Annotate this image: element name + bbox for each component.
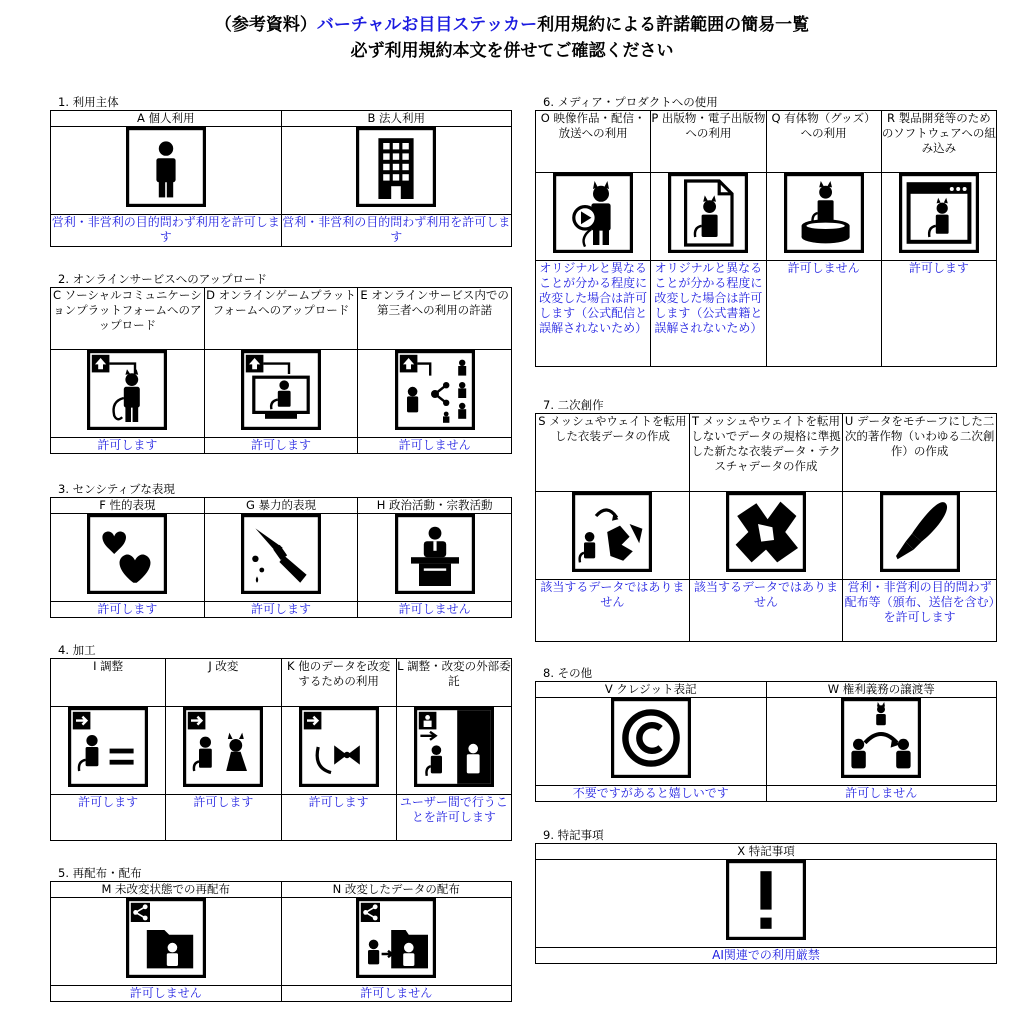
- upload-monitor-icon: [241, 350, 321, 430]
- upload-avatar-icon: [87, 350, 167, 430]
- section-processing: [50, 643, 512, 841]
- section-special-notes: [535, 828, 997, 964]
- section-title: 2. オンラインサービスへのアップロード: [58, 272, 267, 286]
- column-header: S メッシュやウェイトを転用した衣装データの作成: [536, 414, 690, 492]
- column-header: K 他のデータを改変するための利用: [281, 659, 396, 707]
- section-title: 8. その他: [543, 666, 593, 680]
- permission-text: 該当するデータではありません: [689, 580, 843, 642]
- column-header: A 個人利用: [51, 111, 282, 127]
- column-header: H 政治活動・宗教活動: [358, 498, 512, 514]
- copyright-icon: [611, 698, 691, 778]
- section-title: 7. 二次創作: [543, 398, 604, 412]
- section-online-upload: [50, 272, 512, 454]
- column-header: D オンラインゲームプラットフォームへのアップロード: [204, 288, 358, 350]
- permission-text: 許可します: [204, 602, 358, 618]
- permission-table: [50, 881, 512, 1002]
- permission-table: [535, 110, 997, 367]
- column-header: X 特記事項: [536, 844, 997, 860]
- section-derivative-works: [535, 398, 997, 642]
- use-for-other-data-icon: [299, 707, 379, 787]
- permission-text: 不要ですがあると嬉しいです: [536, 786, 767, 802]
- software-window-icon: [899, 173, 979, 253]
- share-third-party-icon: [395, 350, 475, 430]
- column-header: U データをモチーフにした二次的著作物（いわゆる二次創作）の作成: [843, 414, 997, 492]
- section-title: 3. センシティブな表現: [58, 482, 175, 496]
- column-header: G 暴力的表現: [204, 498, 358, 514]
- column-header: I 調整: [51, 659, 166, 707]
- permission-text: 許可します: [204, 438, 358, 454]
- rights-transfer-icon: [841, 698, 921, 778]
- column-header: E オンラインサービス内での第三者への利用の許諾: [358, 288, 512, 350]
- video-play-icon: [553, 173, 633, 253]
- share-folder-icon: [126, 898, 206, 978]
- column-header: C ソーシャルコミュニケーションプラットフォームへのアップロード: [51, 288, 205, 350]
- permission-text: 該当するデータではありません: [536, 580, 690, 642]
- column-header: N 改変したデータの配布: [281, 882, 512, 898]
- section-others: [535, 666, 997, 802]
- publication-icon: [668, 173, 748, 253]
- figure-goods-icon: [784, 173, 864, 253]
- column-header: B 法人利用: [281, 111, 512, 127]
- share-modified-icon: [356, 898, 436, 978]
- modify-icon: [183, 707, 263, 787]
- section-title: 4. 加工: [58, 643, 96, 657]
- permission-table: [535, 413, 997, 642]
- column-header: R 製品開発等のためのソフトウェアへの組み込み: [881, 111, 996, 173]
- permission-text: 営利・非営利の目的問わず利用を許可します: [51, 215, 282, 247]
- speaker-podium-icon: [395, 514, 475, 594]
- permission-text: 営利・非営利の目的問わず利用を許可します: [281, 215, 512, 247]
- pen-nib-icon: [880, 492, 960, 572]
- permission-text: ユーザー間で行うことを許可します: [396, 795, 511, 841]
- column-header: V クレジット表記: [536, 682, 767, 698]
- permission-table: [50, 658, 512, 841]
- section-redistribution: [50, 866, 512, 1002]
- column-header: M 未改変状態での再配布: [51, 882, 282, 898]
- section-title: 5. 再配布・配布: [58, 866, 142, 880]
- column-header: F 性的表現: [51, 498, 205, 514]
- permission-text: オリジナルと異なることが分かる程度に改変した場合は許可します（公式配信と誤解されないため）: [536, 261, 651, 367]
- mesh-transfer-icon: [572, 492, 652, 572]
- permission-text: 営利・非営利の目的問わず配布等（頒布、送信を含む）を許可します: [843, 580, 997, 642]
- title-product-name: バーチャルお目目ステッカー: [316, 15, 538, 35]
- permission-table: [50, 287, 512, 454]
- permission-text: 許可しません: [358, 602, 512, 618]
- section-usage-subject: [50, 95, 512, 247]
- office-building-icon: [356, 127, 436, 207]
- adjust-equal-icon: [68, 707, 148, 787]
- permission-text: 許可しません: [358, 438, 512, 454]
- section-media-products: [535, 95, 997, 367]
- column-header: J 改変: [166, 659, 281, 707]
- column-header: P 出版物・電子出版物への利用: [651, 111, 766, 173]
- permission-table: [50, 110, 512, 247]
- permission-text: 許可します: [281, 795, 396, 841]
- permission-text: 許可します: [51, 602, 205, 618]
- column-header: Q 有体物（グッズ）への利用: [766, 111, 881, 173]
- column-header: O 映像作品・配信・放送への利用: [536, 111, 651, 173]
- permission-table: [535, 843, 997, 964]
- exclamation-icon: [726, 860, 806, 940]
- permission-text: 許可しません: [51, 986, 282, 1002]
- new-costume-icon: [726, 492, 806, 572]
- permission-text: AI関連での利用厳禁: [536, 948, 997, 964]
- permission-table: [50, 497, 512, 618]
- page-subtitle: 必ず利用規約本文を併せてご確認ください: [350, 41, 674, 61]
- permission-text: 許可しません: [281, 986, 512, 1002]
- outsource-icon: [414, 707, 494, 787]
- hearts-icon: [87, 514, 167, 594]
- permission-text: 許可しません: [766, 261, 881, 367]
- title-prefix: （参考資料）: [214, 15, 317, 35]
- permission-text: 許可します: [881, 261, 996, 367]
- permission-text: 許可しません: [766, 786, 997, 802]
- page-title: [0, 14, 1024, 36]
- section-title: 1. 利用主体: [58, 95, 119, 109]
- column-header: L 調整・改変の外部委託: [396, 659, 511, 707]
- permission-text: 許可します: [51, 795, 166, 841]
- person-icon: [126, 127, 206, 207]
- column-header: W 権利義務の譲渡等: [766, 682, 997, 698]
- section-title: 6. メディア・プロダクトへの使用: [543, 95, 718, 109]
- permission-text: オリジナルと異なることが分かる程度に改変した場合は許可します（公式書籍と誤解されないため）: [651, 261, 766, 367]
- permission-text: 許可します: [166, 795, 281, 841]
- permission-text: 許可します: [51, 438, 205, 454]
- title-suffix: 利用規約による許諾範囲の簡易一覧: [537, 15, 810, 35]
- section-title: 9. 特記事項: [543, 828, 604, 842]
- column-header: T メッシュやウェイトを転用しないでデータの規格に準拠した新たな衣装データ・テクスチャデータの作成: [689, 414, 843, 492]
- permission-table: [535, 681, 997, 802]
- section-sensitive-expression: [50, 482, 512, 618]
- knife-icon: [241, 514, 321, 594]
